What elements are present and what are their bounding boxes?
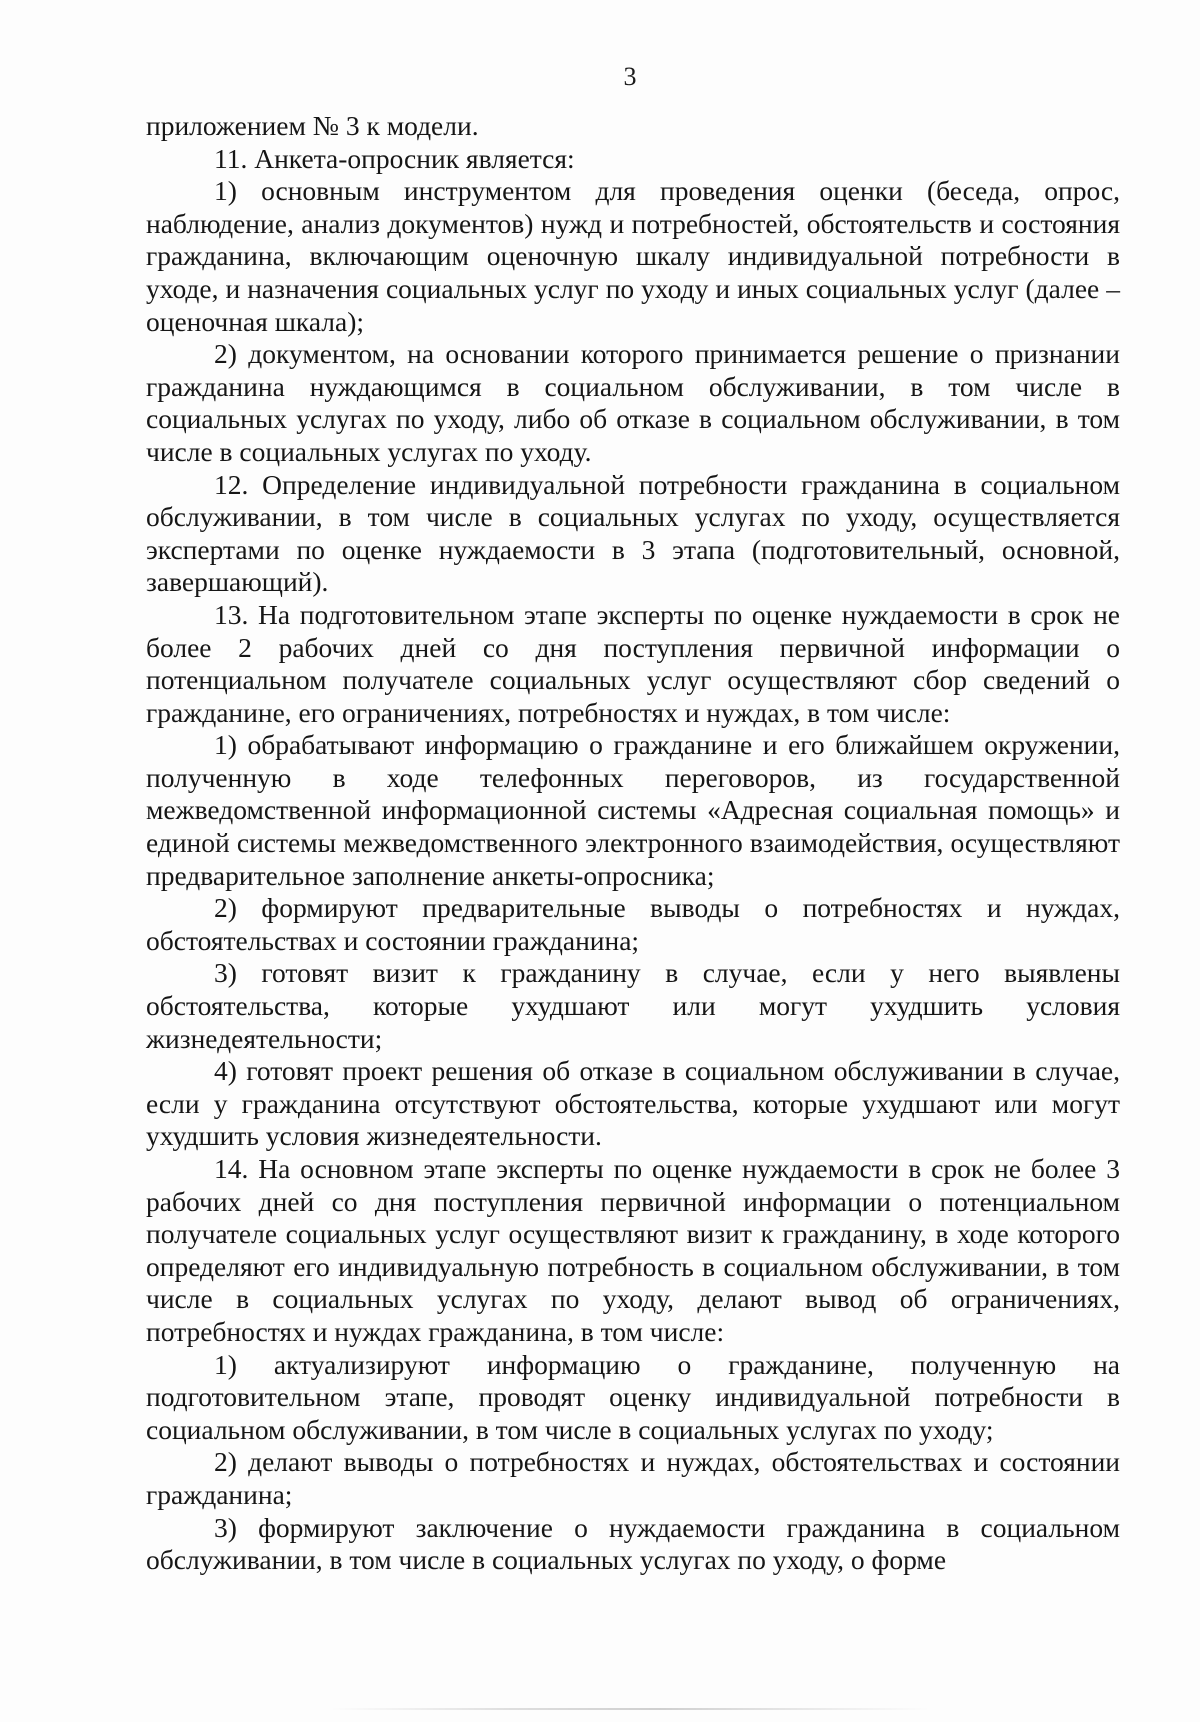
paragraph-item-12: 12. Определение индивидуальной потребности гражданина в социальном обслуживании, в том числе в социальных услугах по уходу, осуществляется экспертами по оценке нуждаемости в 3 этапа (подготовительный, основной, завершающий). [146, 468, 1120, 598]
paragraph-item-11-1: 1) основным инструментом для проведения оценки (беседа, опрос, наблюдение, анализ документов) нужд и потребностей, обстоятельств и состояния гражданина, включающим оценочную шкалу индивидуальной потребности в уходе, и назначения социальных услуг по уходу и иных социальных услуг (далее – оценочная шкала); [146, 175, 1120, 337]
paragraph-item-14-2: 2) делают выводы о потребностях и нуждах, обстоятельствах и состоянии гражданина; [146, 1446, 1120, 1510]
document-body [146, 110, 1120, 1577]
paragraph-item-13-4: 4) готовят проект решения об отказе в социальном обслуживании в случае, если у гражданина отсутствуют обстоятельства, которые ухудшают или могут ухудшить условия жизнедеятельности. [146, 1055, 1120, 1152]
paragraph-item-11-2: 2) документом, на основании которого принимается решение о признании гражданина нуждающимся в социальном обслуживании, в том числе в социальных услугах по уходу, либо об отказе в социальном обслуживании, в том числе в социальных услугах по уходу. [146, 338, 1120, 467]
paragraph-item-14-3: 3) формируют заключение о нуждаемости гражданина в социальном обслуживании, в том числе в социальных услугах по уходу, о форме [146, 1511, 1120, 1576]
paragraph-item-13-1: 1) обрабатывают информацию о гражданине и его ближайшем окружении, полученную в ходе телефонных переговоров, из государственной межведомственной информационной системы «Адресная социальная помощь» и единой системы межведомственного электронного взаимодействия, осуществляют предварительное заполнение анкеты-опросника; [146, 729, 1120, 891]
paragraph-item-13: 13. На подготовительном этапе эксперты по оценке нуждаемости в срок не более 2 рабочих дней со дня поступления первичной информации о потенциальном получателе социальных услуг осуществляют сбор сведений о гражданине, его ограничениях, потребностях и нуждах, в том числе: [146, 598, 1120, 728]
paragraph-item-14-1: 1) актуализируют информацию о гражданине, полученную на подготовительном этапе, проводят оценку индивидуальной потребности в социальном обслуживании, в том числе в социальных услугах по уходу; [146, 1348, 1120, 1445]
paragraph-item-11: 11. Анкета-опросник является: [214, 142, 575, 174]
paragraph-item-13-3: 3) готовят визит к гражданину в случае, если у него выявлены обстоятельства, которые ухудшают или могут ухудшить условия жизнедеятельности; [146, 957, 1120, 1054]
scan-edge-artifact [330, 1708, 930, 1710]
page-number: 3 [623, 62, 637, 91]
paragraph-continuation: приложением № 3 к модели. [146, 110, 479, 141]
paragraph-item-14: 14. На основном этапе эксперты по оценке нуждаемости в срок не более 3 рабочих дней со дня поступления первичной информации о потенциальном получателе социальных услуг осуществляют визит к гражданину, в ходе которого определяют его индивидуальную потребность в социальном обслуживании, в том числе в социальных услугах по уходу, делают вывод об ограничениях, потребностях и нуждах гражданина, в том числе: [146, 1153, 1120, 1347]
paragraph-item-13-2: 2) формируют предварительные выводы о потребностях и нуждах, обстоятельствах и состоянии гражданина; [146, 892, 1120, 956]
